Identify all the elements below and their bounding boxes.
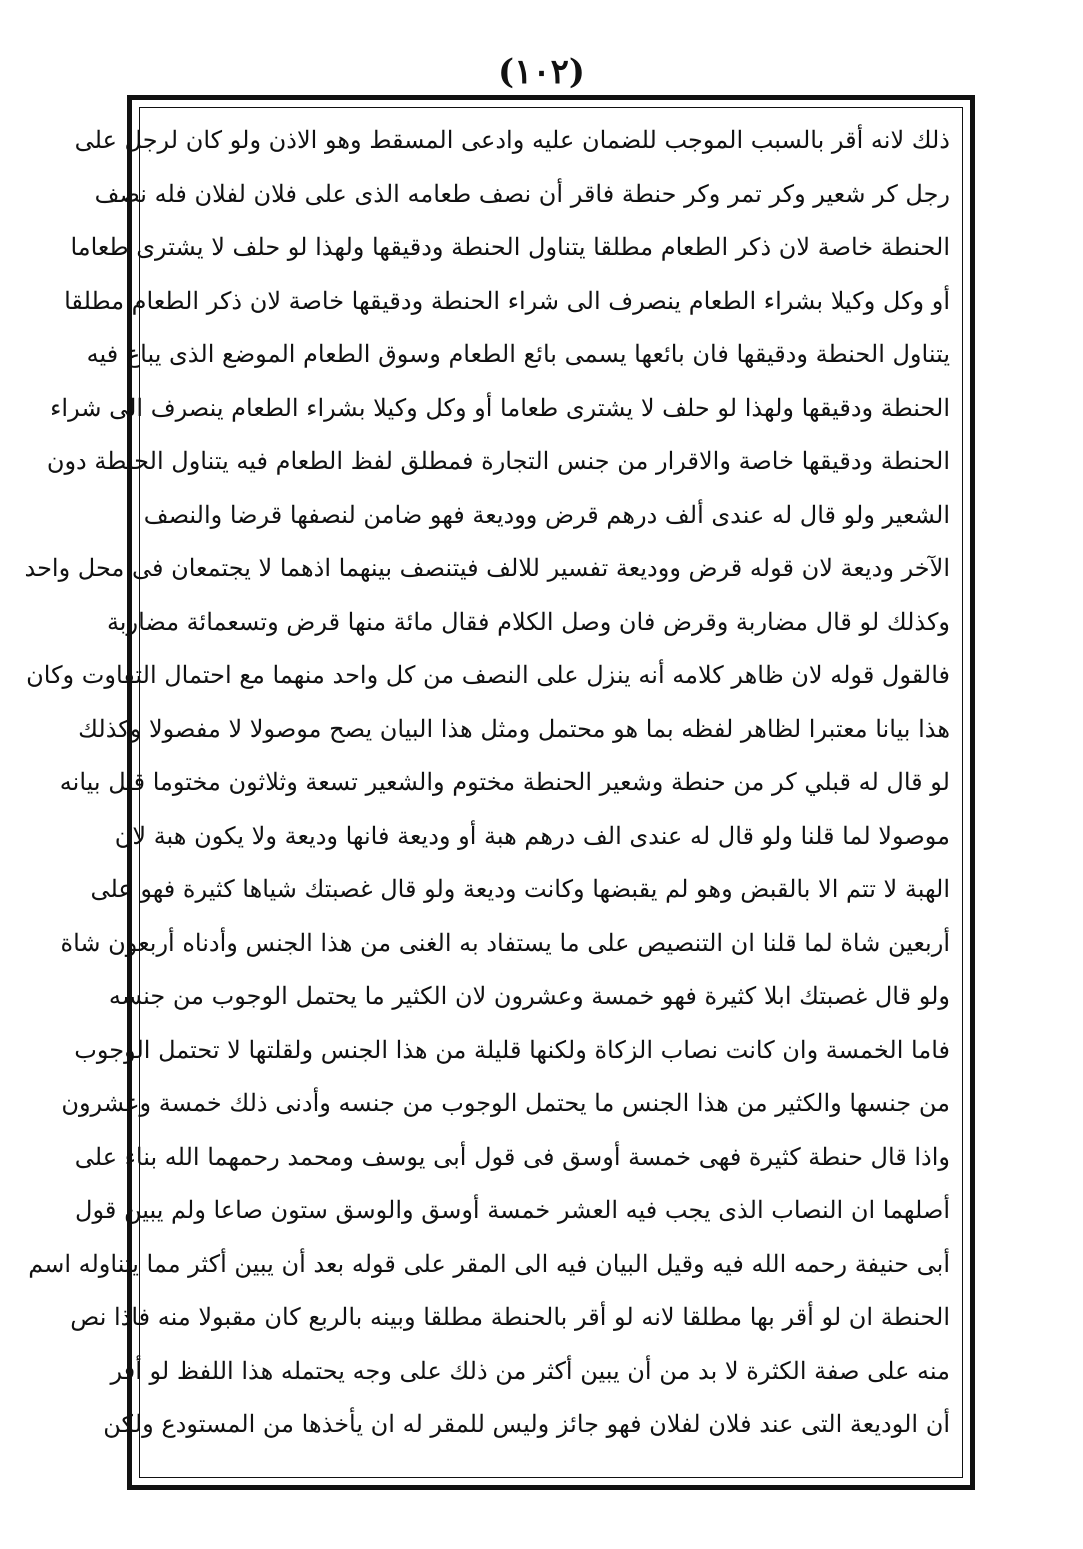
text-line: الآخر وديعة لان قوله قرض ووديعة تفسير للالف فيتنصف بينهما اذهما لا يجتمعان فى محل واحد [24,554,950,582]
text-line: الحنطة ودقيقها خاصة والاقرار من جنس التجارة فمطلق لفظ الطعام فيه يتناول الحنطة دون [46,447,950,475]
text-line: الحنطة ان لو أقر بها مطلقا لانه لو أقر بالحنطة مطلقا وبينه بالربع كان مقبولا منه فاذا نص [70,1303,950,1331]
text-line: ولو قال غصبتك ابلا كثيرة فهو خمسة وعشرون لان الكثير ما يحتمل الوجوب من جنسه [108,982,950,1010]
text-line: يتناول الحنطة ودقيقها فان بائعها يسمى بائع الطعام وسوق الطعام الموضع الذى يباع فيه [86,340,950,368]
text-line: من جنسها والكثير من هذا الجنس ما يحتمل الوجوب من جنسه وأدنى ذلك خمسة وعشرون [61,1089,950,1117]
text-line: موصولا لما قلنا ولو قال له عندى الف درهم هبة أو وديعة فانها وديعة ولا يكون هبة لان [114,821,950,850]
text-line: رجل كر شعير وكر تمر وكر حنطة فاقر أن نصف طعامه الذى على فلان لفلان فله نصف [94,179,950,208]
body-text [24,114,950,1471]
page-border-inner [24,107,963,1478]
text-line: الهبة لا تتم الا بالقبض وهو لم يقبضها وكانت وديعة ولو قال غصبتك شياها كثيرة فهو على [90,875,950,903]
text-line: لو قال له قبلي كر من حنطة وشعير الحنطة مختوم والشعير تسعة وثلاثون مختوما قبل بيانه [59,768,950,796]
text-line: واذا قال حنطة كثيرة فهى خمسة أوسق فى قول أبى يوسف ومحمد رحمهما الله بناء على [74,1142,950,1171]
text-line: أو وكل وكيلا بشراء الطعام ينصرف الى شراء الحنطة ودقيقها خاصة لان ذكر الطعام مطلقا [64,286,950,315]
text-line: أصلهما ان النصاب الذى يجب فيه العشر خمسة أوسق والوسق ستون صاعا ولم يبين قول [75,1196,950,1224]
text-line: أبى حنيفة رحمه الله فيه وقيل البيان فيه الى المقر على قوله بعد أن يبين أكثر مما يتناوله اسم [28,1249,950,1278]
text-line: ذلك لانه أقر بالسبب الموجب للضمان عليه وادعى المسقط وهو الاذن ولو كان لرجل على [74,126,950,154]
page-border [24,95,975,1490]
text-line: أن الوديعة التى عند فلان لفلان فهو جائز وليس للمقر له ان يأخذها من المستودع ولكن [103,1410,950,1438]
text-line: هذا بيانا معتبرا لظاهر لفظه بما هو محتمل ومثل هذا البيان يصح موصولا لا مفصولا وكذلك [78,714,950,743]
text-line: فاما الخمسة وان كانت نصاب الزكاة ولكنها قليلة من هذا الجنس ولقلتها لا تحتمل الوجوب [74,1035,950,1064]
text-line: الحنطة خاصة لان ذكر الطعام مطلقا يتناول الحنطة ودقيقها ولهذا لو حلف لا يشترى طعاما [70,233,950,261]
text-line: الحنطة ودقيقها ولهذا لو حلف لا يشترى طعاما أو وكل وكيلا بشراء الطعام ينصرف الى شراء [50,393,950,422]
text-line: أربعين شاة لما قلنا ان التنصيص على ما يستفاد به الغنى من هذا الجنس وأدناه أربعون شاة [60,928,950,957]
text-line: فالقول قوله لان ظاهر كلامه أنه ينزل على النصف من كل واحد منهما مع احتمال التفاوت وكان [26,661,950,689]
text-line: منه على صفة الكثرة لا بد من أن يبين أكثر من ذلك على وجه يحتمله هذا اللفظ لو أقر [110,1356,950,1385]
text-line: الشعير ولو قال له عندى ألف درهم قرض ووديعة فهو ضامن لنصفها قرضا والنصف [143,500,950,529]
text-line: وكذلك لو قال مضاربة وقرض فان وصل الكلام فقال مائة منها قرض وتسعمائة مضاربة [106,607,950,636]
page-number: (١٠٢) [498,52,585,92]
